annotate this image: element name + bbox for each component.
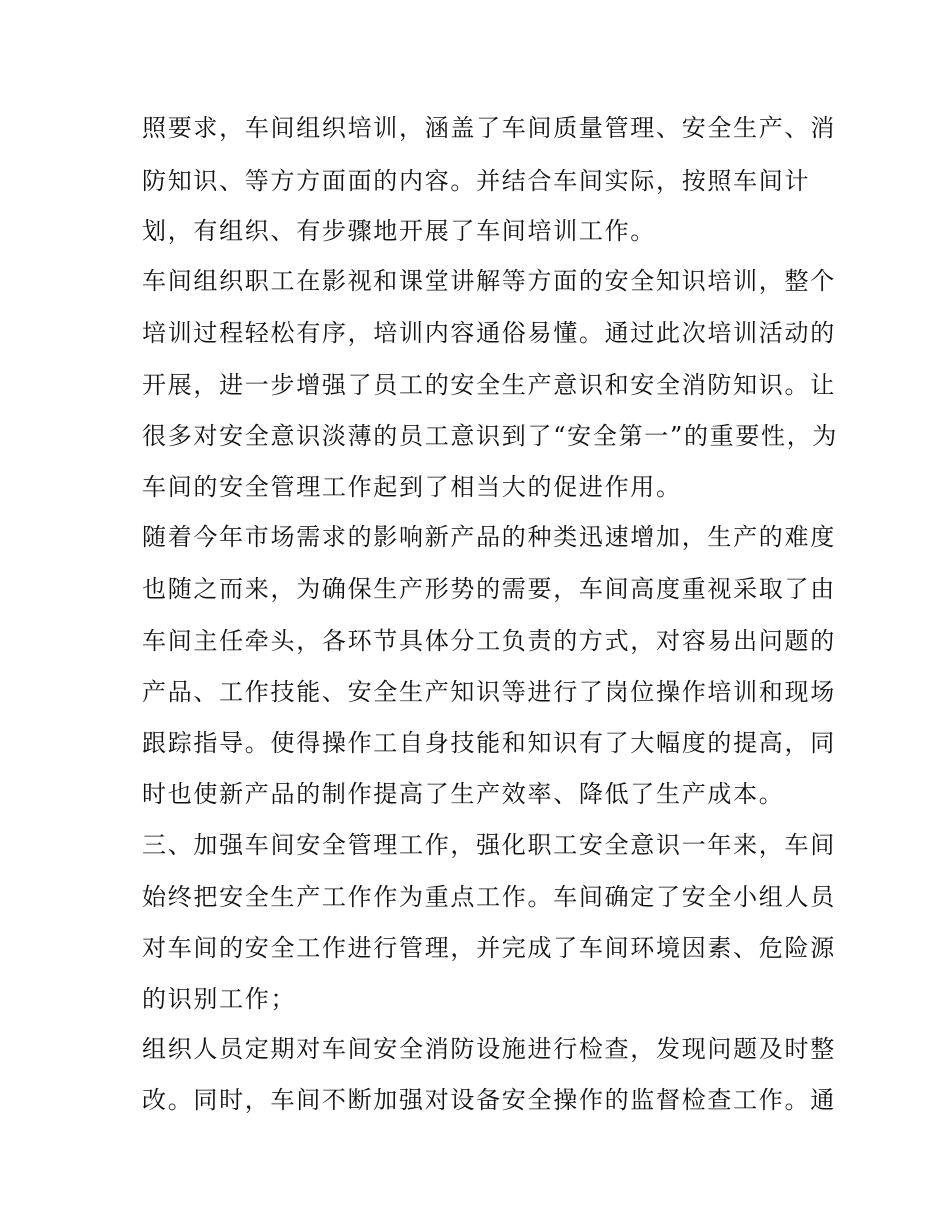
text-line: 跟踪指导。使得操作工自身技能和知识有了大幅度的提高，同 bbox=[142, 729, 836, 757]
text-line: 照要求，车间组织培训，涵盖了车间质量管理、安全生产、消 bbox=[142, 114, 836, 142]
text-line: 很多对安全意识淡薄的员工意识到了“安全第一”的重要性，为 bbox=[142, 422, 839, 450]
text-line: 产品、工作技能、安全生产知识等进行了岗位操作培训和现场 bbox=[142, 678, 836, 706]
text-line: 始终把安全生产工作作为重点工作。车间确定了安全小组人员 bbox=[142, 883, 836, 911]
text-line: 改。同时，车间不断加强对设备安全操作的监督检查工作。通 bbox=[142, 1086, 836, 1114]
text-line: 防知识、等方方面面的内容。并结合车间实际，按照车间计 bbox=[142, 167, 811, 195]
text-line: 的识别工作； bbox=[142, 985, 297, 1013]
text-line: 车间组织职工在影视和课堂讲解等方面的安全知识培训，整个 bbox=[142, 267, 836, 295]
text-line: 随着今年市场需求的影响新产品的种类迅速增加，生产的难度 bbox=[142, 523, 836, 551]
text-line: 划，有组织、有步骤地开展了车间培训工作。 bbox=[142, 217, 656, 245]
text-line: 车间的安全管理工作起到了相当大的促进作用。 bbox=[142, 473, 682, 501]
text-line: 开展，进一步增强了员工的安全生产意识和安全消防知识。让 bbox=[142, 371, 836, 399]
text-line: 也随之而来，为确保生产形势的需要，车间高度重视采取了由 bbox=[142, 575, 836, 603]
text-line: 培训过程轻松有序，培训内容通俗易懂。通过此次培训活动的 bbox=[142, 319, 836, 347]
text-line: 组织人员定期对车间安全消防设施进行检查，发现问题及时整 bbox=[142, 1035, 836, 1063]
text-line: 时也使新产品的制作提高了生产效率、降低了生产成本。 bbox=[142, 780, 785, 808]
text-line: 三、加强车间安全管理工作，强化职工安全意识一年来，车间 bbox=[142, 831, 836, 859]
text-line: 对车间的安全工作进行管理，并完成了车间环境因素、危险源 bbox=[142, 934, 836, 962]
text-line: 车间主任牵头，各环节具体分工负责的方式，对容易出问题的 bbox=[142, 627, 836, 655]
